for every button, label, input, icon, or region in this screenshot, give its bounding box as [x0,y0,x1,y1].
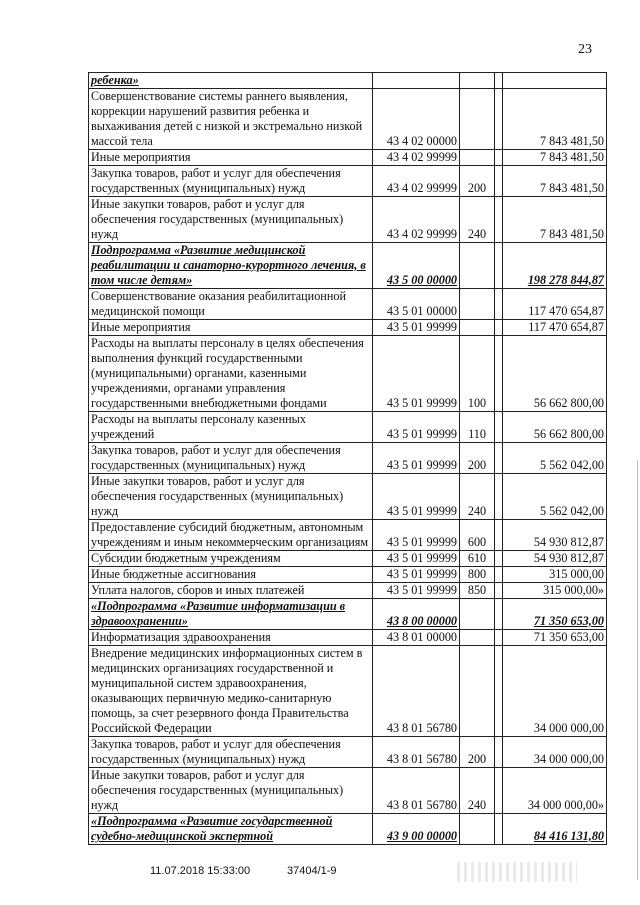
table-row [89,443,607,474]
spacer-cell [495,583,503,599]
amount-cell: 7 843 481,50 [503,166,607,197]
spacer-cell [495,814,503,845]
budget-table [88,72,607,845]
spacer-cell [495,89,503,150]
expense-type-cell: 610 [460,551,495,567]
expense-type-cell: 240 [460,768,495,814]
code-cell: 43 5 01 99999 [373,567,460,583]
code-cell: 43 4 02 99999 [373,166,460,197]
code-cell: 43 5 01 99999 [373,520,460,551]
name-cell: Иные закупки товаров, работ и услуг для обеспечения государственных (муниципальных) нужд [89,197,373,243]
table-row-subprogram [89,73,607,89]
table-row-subprogram [89,599,607,630]
name-cell: Субсидии бюджетным учреждениям [89,551,373,567]
expense-type-cell [460,73,495,89]
code-cell [373,73,460,89]
amount-cell: 7 843 481,50 [503,89,607,150]
expense-type-cell: 110 [460,412,495,443]
code-cell: 43 8 00 00000 [373,599,460,630]
amount-cell [503,73,607,89]
expense-type-cell: 850 [460,583,495,599]
code-cell: 43 5 01 99999 [373,320,460,336]
code-cell: 43 5 01 99999 [373,551,460,567]
name-cell: Закупка товаров, работ и услуг для обеспечения государственных (муниципальных) нужд [89,443,373,474]
amount-cell: 7 843 481,50 [503,197,607,243]
amount-cell: 84 416 131,80 [503,814,607,845]
amount-cell: 34 000 000,00 [503,737,607,768]
page-edge-line [637,460,638,880]
spacer-cell [495,520,503,551]
amount-cell: 54 930 812,87 [503,520,607,551]
name-cell: Уплата налогов, сборов и иных платежей [89,583,373,599]
code-cell: 43 5 01 00000 [373,289,460,320]
table-row [89,289,607,320]
table-row [89,520,607,551]
table-row [89,737,607,768]
code-cell: 43 4 02 00000 [373,89,460,150]
spacer-cell [495,197,503,243]
expense-type-cell: 240 [460,197,495,243]
amount-cell: 34 000 000,00 [503,646,607,737]
expense-type-cell [460,243,495,289]
table-row [89,197,607,243]
spacer-cell [495,289,503,320]
name-cell: Предоставление субсидий бюджетным, автономным учреждениям и иным некоммерческим организациям [89,520,373,551]
spacer-cell [495,320,503,336]
amount-cell: 315 000,00 [503,567,607,583]
amount-cell: 315 000,00» [503,583,607,599]
amount-cell: 71 350 653,00 [503,599,607,630]
expense-type-cell [460,289,495,320]
code-cell: 43 4 02 99999 [373,197,460,243]
code-cell: 43 5 00 00000 [373,243,460,289]
spacer-cell [495,412,503,443]
expense-type-cell: 200 [460,166,495,197]
spacer-cell [495,599,503,630]
scan-stamp-mark [457,862,577,882]
table-row-subprogram [89,243,607,289]
expense-type-cell [460,599,495,630]
table-row [89,336,607,412]
footer-document-id: 37404/1-9 [287,865,337,877]
spacer-cell [495,150,503,166]
name-cell: Совершенствование системы раннего выявления, коррекции нарушений развития ребенка и выхаживания детей с низкой и экстремально низкой массой тела [89,89,373,150]
spacer-cell [495,630,503,646]
table-row-subprogram [89,814,607,845]
name-cell: Совершенствование оказания реабилитационной медицинской помощи [89,289,373,320]
spacer-cell [495,73,503,89]
expense-type-cell [460,646,495,737]
spacer-cell [495,474,503,520]
spacer-cell [495,646,503,737]
table-row [89,89,607,150]
amount-cell: 117 470 654,87 [503,289,607,320]
table-row [89,166,607,197]
table-row [89,583,607,599]
expense-type-cell [460,814,495,845]
name-cell: ребенка» [89,73,373,89]
code-cell: 43 8 01 56780 [373,646,460,737]
table-row [89,630,607,646]
expense-type-cell [460,630,495,646]
page-number: 23 [578,42,592,57]
code-cell: 43 5 01 99999 [373,336,460,412]
code-cell: 43 8 01 00000 [373,630,460,646]
name-cell: Информатизация здравоохранения [89,630,373,646]
table-row [89,768,607,814]
amount-cell: 5 562 042,00 [503,474,607,520]
expense-type-cell: 200 [460,443,495,474]
spacer-cell [495,567,503,583]
name-cell: Иные закупки товаров, работ и услуг для обеспечения государственных (муниципальных) нужд [89,474,373,520]
code-cell: 43 5 01 99999 [373,412,460,443]
code-cell: 43 5 01 99999 [373,443,460,474]
name-cell: Расходы на выплаты персоналу в целях обеспечения выполнения функций государственными (муниципальными) органами, казенными учреждениями, органами управления государственными внебюджетными фондами [89,336,373,412]
amount-cell: 34 000 000,00» [503,768,607,814]
name-cell: Иные закупки товаров, работ и услуг для обеспечения государственных (муниципальных) нужд [89,768,373,814]
spacer-cell [495,243,503,289]
name-cell: Закупка товаров, работ и услуг для обеспечения государственных (муниципальных) нужд [89,166,373,197]
expense-type-cell: 200 [460,737,495,768]
name-cell: Иные бюджетные ассигнования [89,567,373,583]
expense-type-cell: 100 [460,336,495,412]
code-cell: 43 5 01 99999 [373,474,460,520]
name-cell: Иные мероприятия [89,150,373,166]
expense-type-cell [460,150,495,166]
expense-type-cell: 600 [460,520,495,551]
amount-cell: 54 930 812,87 [503,551,607,567]
spacer-cell [495,443,503,474]
code-cell: 43 8 01 56780 [373,768,460,814]
name-cell: Внедрение медицинских информационных систем в медицинских организациях государственной и муниципальной систем здравоохранения, оказывающих первичную медико-санитарную помощь, за счет резервного фонда Правительства Российской Федерации [89,646,373,737]
spacer-cell [495,737,503,768]
name-cell: Расходы на выплаты персоналу казенных учреждений [89,412,373,443]
expense-type-cell: 240 [460,474,495,520]
name-cell: «Подпрограмма «Развитие информатизации в здравоохранении» [89,599,373,630]
budget-table-body [89,73,607,845]
amount-cell: 56 662 800,00 [503,336,607,412]
code-cell: 43 4 02 99999 [373,150,460,166]
expense-type-cell [460,89,495,150]
table-row [89,320,607,336]
expense-type-cell [460,320,495,336]
amount-cell: 56 662 800,00 [503,412,607,443]
code-cell: 43 5 01 99999 [373,583,460,599]
table-row [89,150,607,166]
table-row [89,567,607,583]
name-cell: «Подпрограмма «Развитие государственной судебно-медицинской экспертной [89,814,373,845]
amount-cell: 117 470 654,87 [503,320,607,336]
table-row [89,412,607,443]
spacer-cell [495,166,503,197]
amount-cell: 5 562 042,00 [503,443,607,474]
amount-cell: 7 843 481,50 [503,150,607,166]
amount-cell: 71 350 653,00 [503,630,607,646]
table-row [89,551,607,567]
name-cell: Иные мероприятия [89,320,373,336]
code-cell: 43 8 01 56780 [373,737,460,768]
table-row [89,646,607,737]
spacer-cell [495,768,503,814]
table-row [89,474,607,520]
name-cell: Подпрограмма «Развитие медицинской реабилитации и санаторно-курортного лечения, в том числе детям» [89,243,373,289]
name-cell: Закупка товаров, работ и услуг для обеспечения государственных (муниципальных) нужд [89,737,373,768]
footer-timestamp: 11.07.2018 15:33:00 [150,865,251,877]
spacer-cell [495,551,503,567]
amount-cell: 198 278 844,87 [503,243,607,289]
expense-type-cell: 800 [460,567,495,583]
code-cell: 43 9 00 00000 [373,814,460,845]
spacer-cell [495,336,503,412]
